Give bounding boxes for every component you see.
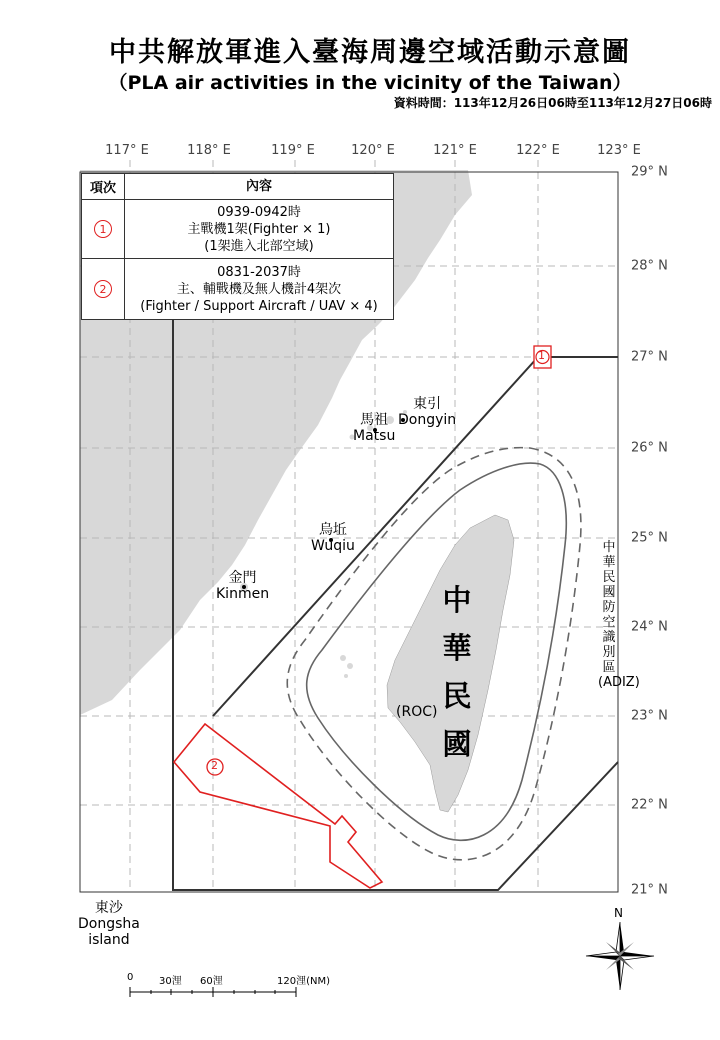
activity-area-2	[174, 724, 382, 888]
scale-bar	[130, 987, 296, 997]
place-dongyin: 東引 Dongyin	[398, 396, 457, 428]
place-kinmen: 金門 Kinmen	[216, 570, 270, 602]
lat-label-27: 27° N	[631, 349, 668, 365]
legend-row-2-desc: 主、輔戰機及無人機計4架次	[176, 281, 342, 297]
map-subtitle: （PLA air activities in the vicinity of the Taiwan）	[108, 72, 632, 94]
place-matsu: 馬祖 Matsu	[353, 412, 396, 444]
lat-label-24: 24° N	[631, 619, 668, 635]
legend-col-content: 內容	[245, 179, 272, 194]
legend-header	[82, 174, 393, 200]
scale-label-0: 0	[127, 972, 134, 983]
lon-label-119: 119° E	[271, 143, 315, 158]
place-wuqiu: 烏坵 Wuqiu	[311, 522, 355, 554]
lon-label-121: 121° E	[433, 143, 477, 158]
compass-north-label: N	[614, 906, 623, 920]
lat-label-22: 22° N	[631, 797, 668, 813]
lat-label-25: 25° N	[631, 530, 668, 546]
legend-row-2-time: 0831-2037時	[217, 264, 301, 280]
lon-label-120: 120° E	[351, 143, 395, 158]
legend-marker-2: 2	[94, 280, 112, 298]
lat-label-21: 21° N	[631, 882, 668, 898]
legend-row-2	[82, 259, 393, 319]
scale-label-60: 60浬	[200, 976, 223, 987]
lon-label-117: 117° E	[105, 143, 149, 158]
lon-label-122: 122° E	[516, 143, 560, 158]
map-title: 中共解放軍進入臺海周邊空域活動示意圖	[109, 37, 631, 68]
lat-label-23: 23° N	[631, 708, 668, 724]
activity-marker-2: 2	[211, 759, 218, 772]
lat-label-26: 26° N	[631, 440, 668, 456]
scale-label-30: 30浬	[159, 976, 182, 987]
compass-rose-icon	[586, 922, 654, 990]
lat-label-28: 28° N	[631, 258, 668, 274]
legend-row-1-desc: 主戰機1架(Fighter × 1)	[187, 221, 331, 237]
scale-label-120: 120浬(NM)	[277, 976, 330, 987]
legend-row-1-note: (1架進入北部空域)	[204, 238, 314, 254]
activity-marker-1: 1	[538, 349, 545, 362]
data-period: 資料時間：113年12月26日06時至113年12月27日06時	[393, 96, 712, 110]
legend-marker-1: 1	[94, 220, 112, 238]
legend-col-item: 項次	[82, 174, 125, 199]
adiz-label: 中華民國防空識別區(ADIZ)	[598, 540, 640, 690]
roc-label: 中華民國	[442, 583, 472, 761]
legend-row-1	[82, 200, 393, 259]
legend-row-1-time: 0939-0942時	[217, 204, 301, 220]
legend-row-2-note: (Fighter / Support Aircraft / UAV × 4)	[140, 298, 378, 314]
lon-label-118: 118° E	[187, 143, 231, 158]
legend-table	[81, 173, 394, 320]
lat-label-29: 29° N	[631, 164, 668, 180]
lon-label-123: 123° E	[597, 143, 641, 158]
roc-label-en: (ROC)	[396, 704, 438, 720]
place-dongsha: 東沙 Dongsha island	[78, 900, 140, 948]
